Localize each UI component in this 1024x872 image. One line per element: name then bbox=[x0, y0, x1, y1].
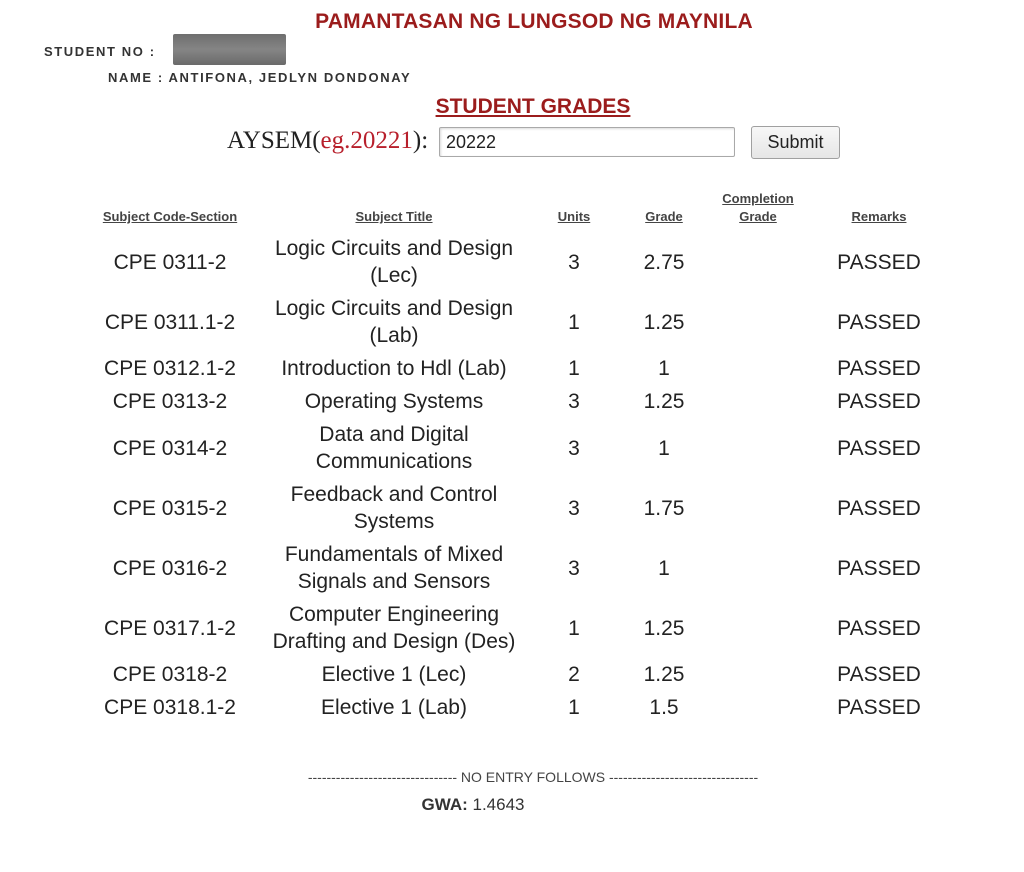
grades-table bbox=[80, 190, 950, 724]
subject-title-cell: Fundamentals of Mixed Signals and Sensors bbox=[284, 543, 504, 593]
table-row bbox=[80, 352, 950, 385]
grades-table-header bbox=[80, 190, 950, 232]
units-cell: 3 bbox=[568, 250, 580, 274]
grade-cell: 2.75 bbox=[643, 250, 685, 274]
student-number-redaction bbox=[173, 34, 286, 65]
no-entry-follows: -------------------------------- NO ENTRY FOLLOWS -------------------------------- bbox=[307, 769, 759, 785]
remarks-cell: PASSED bbox=[837, 696, 921, 719]
grade-cell: 1.25 bbox=[643, 616, 685, 640]
completion-grade-cell bbox=[708, 232, 808, 292]
remarks-cell: PASSED bbox=[837, 496, 921, 520]
subject-code-cell: CPE 0315-2 bbox=[112, 496, 228, 520]
submit-button[interactable]: Submit bbox=[751, 126, 840, 159]
subject-title-cell: Elective 1 (Lec) bbox=[321, 663, 467, 686]
units-cell: 1 bbox=[568, 696, 580, 719]
grade-cell: 1.75 bbox=[643, 496, 685, 520]
university-title: PAMANTASAN NG LUNGSOD NG MAYNILA bbox=[315, 10, 753, 33]
completion-grade-cell bbox=[708, 352, 808, 385]
subject-title-cell: Logic Circuits and Design (Lec) bbox=[274, 237, 514, 287]
table-row bbox=[80, 292, 950, 352]
aysem-label-suffix: ): bbox=[412, 127, 429, 154]
subject-title-cell: Computer Engineering Drafting and Design (Des) bbox=[272, 603, 516, 653]
table-row bbox=[80, 232, 950, 292]
units-cell: 3 bbox=[568, 390, 580, 413]
column-header-remarks: Remarks bbox=[851, 209, 907, 224]
grade-cell: 1.25 bbox=[643, 310, 685, 334]
aysem-label-prefix: AYSEM( bbox=[227, 127, 321, 154]
grade-cell: 1 bbox=[658, 436, 670, 460]
column-header-grade: Grade bbox=[645, 209, 683, 224]
completion-grade-cell bbox=[708, 598, 808, 658]
table-row bbox=[80, 691, 950, 724]
table-row bbox=[80, 658, 950, 691]
remarks-cell: PASSED bbox=[837, 390, 921, 413]
column-header-units: Units bbox=[557, 209, 591, 224]
subject-title-cell: Data and Digital Communications bbox=[315, 423, 473, 473]
units-cell: 3 bbox=[568, 496, 580, 520]
table-row bbox=[80, 598, 950, 658]
completion-grade-cell bbox=[708, 658, 808, 691]
completion-grade-cell bbox=[708, 691, 808, 724]
subject-code-cell: CPE 0312.1-2 bbox=[104, 357, 236, 380]
remarks-cell: PASSED bbox=[837, 556, 921, 580]
gwa-summary bbox=[0, 795, 946, 815]
units-cell: 2 bbox=[568, 663, 580, 686]
aysem-example-hint: eg.20221 bbox=[320, 127, 413, 154]
units-cell: 1 bbox=[568, 357, 580, 380]
completion-grade-cell bbox=[708, 538, 808, 598]
gwa-label: GWA: bbox=[421, 795, 468, 814]
remarks-cell: PASSED bbox=[837, 616, 921, 640]
aysem-label bbox=[227, 127, 428, 155]
subject-code-cell: CPE 0311-2 bbox=[113, 250, 227, 274]
student-name: NAME : ANTIFONA, JEDLYN DONDONAY bbox=[108, 70, 412, 85]
grade-cell: 1 bbox=[658, 357, 670, 380]
units-cell: 1 bbox=[568, 616, 580, 640]
remarks-cell: PASSED bbox=[837, 357, 921, 380]
grade-cell: 1.5 bbox=[649, 696, 679, 719]
column-header-subject-title: Subject Title bbox=[355, 209, 433, 224]
completion-grade-cell bbox=[708, 418, 808, 478]
table-row bbox=[80, 538, 950, 598]
subject-code-cell: CPE 0317.1-2 bbox=[104, 616, 236, 640]
subject-code-cell: CPE 0313-2 bbox=[112, 390, 228, 413]
grade-cell: 1.25 bbox=[643, 663, 685, 686]
remarks-cell: PASSED bbox=[837, 250, 921, 274]
table-row bbox=[80, 385, 950, 418]
column-header-subject-code: Subject Code-Section bbox=[102, 209, 238, 224]
table-row bbox=[80, 418, 950, 478]
gwa-value: 1.4643 bbox=[472, 795, 525, 814]
subject-code-cell: CPE 0318.1-2 bbox=[104, 696, 236, 719]
subject-title-cell: Introduction to Hdl (Lab) bbox=[281, 357, 507, 380]
grade-cell: 1.25 bbox=[643, 390, 685, 413]
subject-title-cell: Operating Systems bbox=[304, 390, 484, 413]
grade-cell: 1 bbox=[658, 556, 670, 580]
remarks-cell: PASSED bbox=[837, 663, 921, 686]
subject-title-cell: Elective 1 (Lab) bbox=[321, 696, 467, 719]
units-cell: 3 bbox=[568, 556, 580, 580]
subject-code-cell: CPE 0314-2 bbox=[112, 436, 228, 460]
subject-title-cell: Logic Circuits and Design (Lab) bbox=[274, 297, 514, 347]
completion-grade-cell bbox=[708, 292, 808, 352]
subject-code-cell: CPE 0318-2 bbox=[112, 663, 228, 686]
remarks-cell: PASSED bbox=[837, 310, 921, 334]
student-number-label: STUDENT NO : bbox=[44, 44, 156, 59]
completion-grade-cell bbox=[708, 385, 808, 418]
table-row bbox=[80, 478, 950, 538]
subject-code-cell: CPE 0311.1-2 bbox=[104, 310, 236, 334]
units-cell: 1 bbox=[568, 310, 580, 334]
remarks-cell: PASSED bbox=[837, 436, 921, 460]
aysem-input[interactable] bbox=[439, 127, 735, 157]
units-cell: 3 bbox=[568, 436, 580, 460]
subject-title-cell: Feedback and Control Systems bbox=[290, 483, 498, 533]
column-header-completion-grade: Completion Grade bbox=[722, 191, 794, 224]
completion-grade-cell bbox=[708, 478, 808, 538]
student-grades-heading: STUDENT GRADES bbox=[435, 95, 631, 118]
subject-code-cell: CPE 0316-2 bbox=[112, 556, 228, 580]
